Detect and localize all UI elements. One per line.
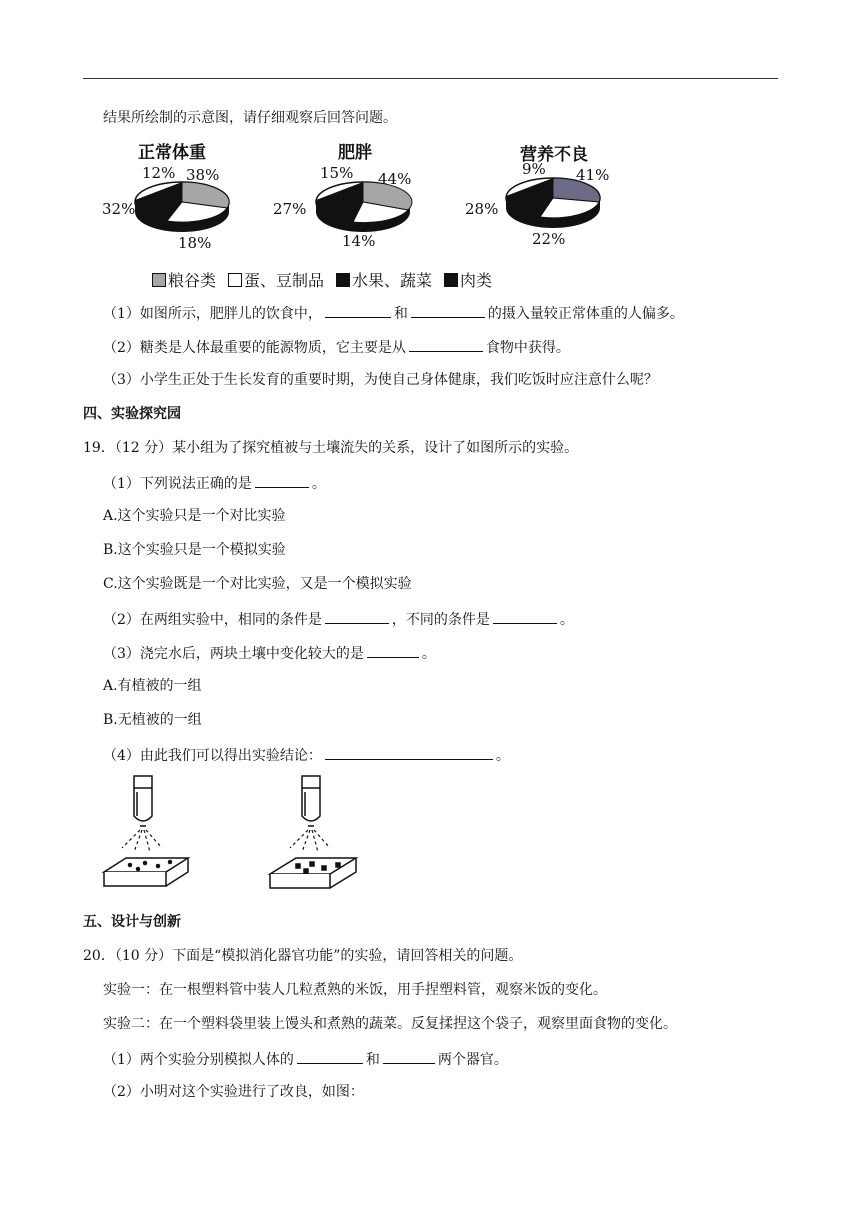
answer-blank[interactable] bbox=[325, 302, 391, 318]
water-spray-icon bbox=[122, 830, 162, 852]
q20-stem: 20．（10 分）下面是“模拟消化器官功能”的实验，请回答相关的问题。 bbox=[83, 948, 523, 964]
legend-swatch-grain bbox=[152, 273, 166, 287]
answer-blank[interactable] bbox=[367, 642, 419, 658]
soil-tray-with-plants-icon bbox=[104, 858, 188, 886]
section-heading-5: 五、设计与创新 bbox=[83, 914, 181, 930]
legend-swatch-meat bbox=[444, 273, 458, 287]
pct-label: 18% bbox=[178, 234, 212, 252]
q18-sub1: （1）如图所示，肥胖儿的饮食中， 和 的摄入量较正常体重的人偏多。 bbox=[103, 302, 684, 324]
header-rule bbox=[83, 78, 778, 79]
section-heading-4: 四、实验探究园 bbox=[83, 406, 181, 422]
pct-label: 32% bbox=[102, 200, 136, 218]
q19-option-a: A.这个实验只是一个对比实验 bbox=[103, 508, 286, 524]
answer-blank[interactable] bbox=[383, 1048, 435, 1064]
q19-sub4: （4）由此我们可以得出实验结论： 。 bbox=[103, 744, 510, 766]
pct-label: 41% bbox=[576, 166, 610, 184]
answer-blank[interactable] bbox=[297, 1048, 363, 1064]
q19-stem: 19．（12 分）某小组为了探究植被与土壤流失的关系，设计了如图所示的实验。 bbox=[83, 440, 579, 456]
q18-sub2: （2）糖类是人体最重要的能源物质，它主要是从 食物中获得。 bbox=[103, 336, 570, 358]
pct-label: 14% bbox=[342, 232, 376, 250]
pct-label: 28% bbox=[465, 200, 499, 218]
q20-experiment-2: 实验二：在一个塑料袋里装上馒头和煮熟的蔬菜。反复揉捏这个袋子，观察里面食物的变化。 bbox=[103, 1016, 677, 1032]
legend-item-fruit: 水果、蔬菜 bbox=[336, 268, 432, 291]
answer-blank[interactable] bbox=[255, 472, 309, 488]
pie-title-obese: 肥胖 bbox=[338, 143, 372, 163]
pie-legend bbox=[152, 268, 500, 291]
intro-text: 结果所绘制的示意图，请仔细观察后回答问题。 bbox=[103, 110, 397, 126]
q20-sub1: （1）两个实验分别模拟人体的 和 两个器官。 bbox=[103, 1048, 508, 1070]
q19-sub1: （1）下列说法正确的是 。 bbox=[103, 472, 326, 494]
q19-option-3b: B.无植被的一组 bbox=[103, 712, 202, 728]
soil-tray-bare-icon bbox=[270, 858, 356, 888]
legend-item-meat: 肉类 bbox=[444, 268, 492, 291]
q19-option-3a: A.有植被的一组 bbox=[103, 678, 202, 694]
pie-graphic-normal bbox=[127, 176, 237, 236]
soil-experiment-illustration bbox=[100, 772, 400, 892]
q20-sub2: （2）小明对这个实验进行了改良，如图： bbox=[103, 1084, 364, 1100]
watering-bottle-icon bbox=[134, 776, 152, 826]
pct-label: 44% bbox=[378, 170, 412, 188]
q19-option-c: C.这个实验既是一个对比实验，又是一个模拟实验 bbox=[103, 576, 412, 592]
pct-label: 38% bbox=[186, 166, 220, 184]
pct-label: 22% bbox=[532, 230, 566, 248]
pie-title-malnutrition: 营养不良 bbox=[520, 145, 588, 165]
pie-title-normal: 正常体重 bbox=[138, 143, 206, 163]
q19-sub2: （2）在两组实验中，相同的条件是 ，不同的条件是 。 bbox=[103, 608, 574, 630]
legend-item-grain: 粮谷类 bbox=[152, 268, 216, 291]
pct-label: 27% bbox=[273, 200, 307, 218]
answer-blank[interactable] bbox=[409, 336, 483, 352]
watering-bottle-icon bbox=[302, 776, 320, 826]
q19-sub3: （3）浇完水后，两块土壤中变化较大的是 。 bbox=[103, 642, 436, 664]
pct-label: 12% bbox=[142, 164, 176, 182]
q18-sub3: （3）小学生正处于生长发育的重要时期，为使自己身体健康，我们吃饭时应注意什么呢？ bbox=[103, 372, 658, 388]
answer-blank[interactable] bbox=[325, 744, 493, 760]
legend-item-egg: 蛋、豆制品 bbox=[228, 268, 324, 291]
legend-swatch-egg bbox=[228, 273, 242, 287]
answer-blank[interactable] bbox=[493, 608, 557, 624]
q20-experiment-1: 实验一：在一根塑料管中装人几粒煮熟的米饭，用手捏塑料管，观察米饭的变化。 bbox=[103, 982, 607, 998]
answer-blank[interactable] bbox=[325, 608, 389, 624]
water-spray-icon bbox=[290, 830, 330, 852]
pct-label: 15% bbox=[320, 164, 354, 182]
answer-blank[interactable] bbox=[411, 302, 485, 318]
legend-swatch-fruit bbox=[336, 273, 350, 287]
q19-option-b: B.这个实验只是一个模拟实验 bbox=[103, 542, 286, 558]
pct-label: 9% bbox=[522, 160, 546, 178]
